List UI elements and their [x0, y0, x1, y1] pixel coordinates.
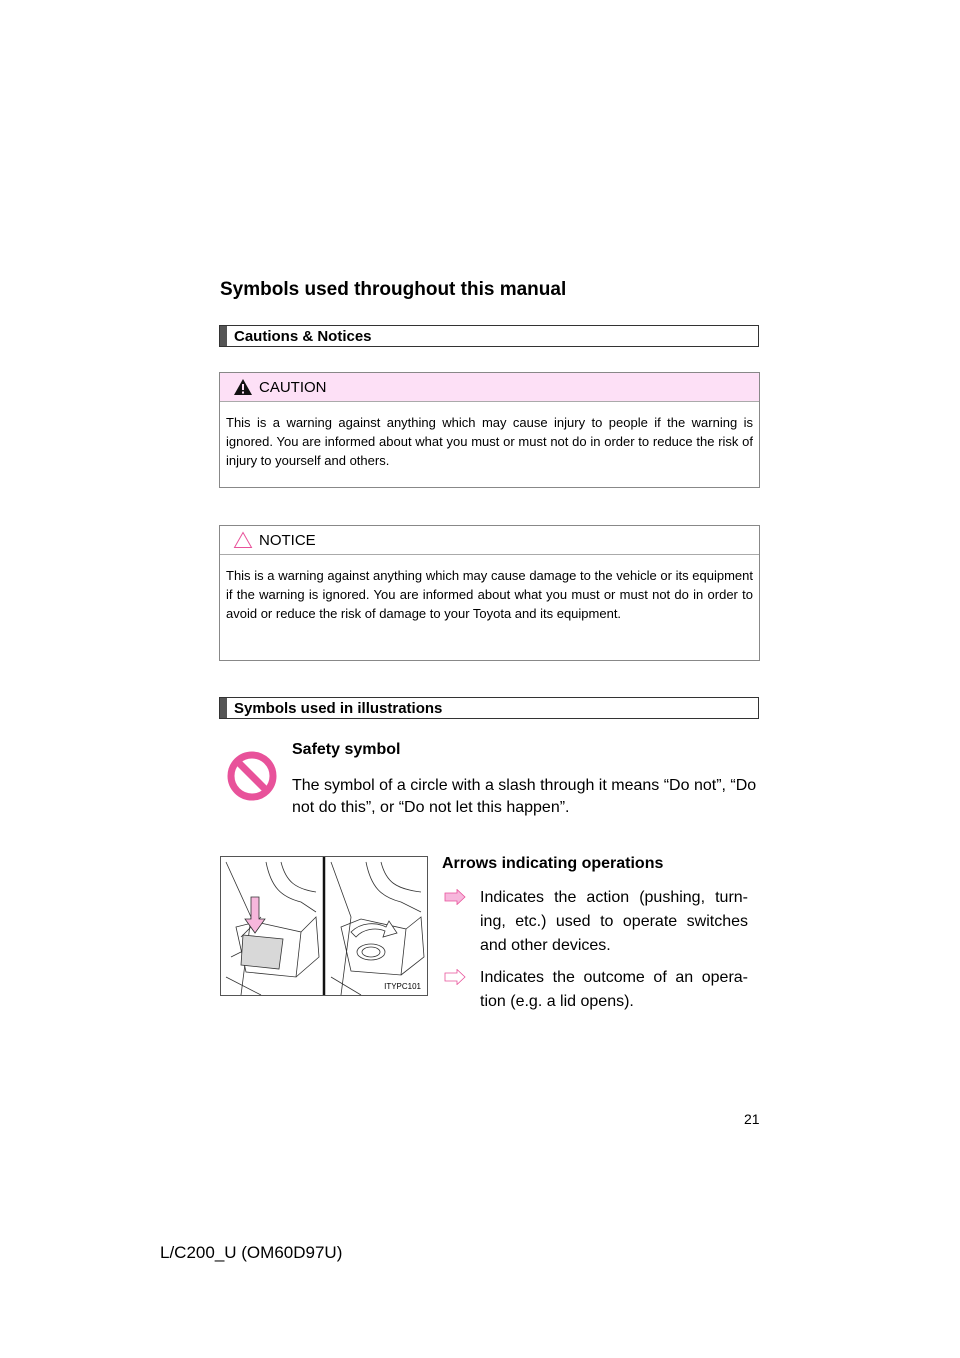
header-bar — [220, 326, 227, 346]
notice-head — [220, 526, 759, 555]
notice-heading: NOTICE — [259, 531, 316, 549]
caution-box — [219, 372, 760, 488]
warning-triangle-icon — [233, 378, 253, 396]
action-arrow-icon — [444, 889, 466, 905]
outcome-arrow-row — [444, 966, 748, 1014]
caution-text: This is a warning against anything which may cause injury to people if the warning is ignored. You are informed about what you must or must not do in order to reduce the risk of injury to yourself and others. — [226, 415, 753, 468]
illustrations-section-label: Symbols used in illustrations — [234, 699, 443, 717]
outcome-arrow-text: Indicates the outcome of an opera-tion (e.g. a lid opens). — [480, 969, 748, 1010]
illustrations-section-header — [219, 697, 759, 719]
console-illustration — [220, 856, 428, 996]
notice-box — [219, 525, 760, 661]
notice-triangle-icon — [233, 531, 253, 549]
caution-head — [220, 373, 759, 402]
safety-symbol-text: The symbol of a circle with a slash through it means “Do not”, “Do not do this”, or “Do not let this happen”. — [292, 777, 757, 816]
action-arrow-text: Indicates the action (pushing, turn-ing, etc.) used to operate switches and other devices. — [480, 889, 748, 954]
push-arrow-icon — [245, 897, 265, 933]
arrows-title: Arrows indicating operations — [442, 855, 664, 872]
footer-code: L/C200_U (OM60D97U) — [160, 1243, 343, 1262]
open-arrow-icon — [351, 921, 397, 937]
safety-symbol-title: Safety symbol — [292, 741, 401, 758]
outcome-arrow-icon — [444, 969, 466, 985]
page-number: 21 — [744, 1111, 760, 1127]
illustration-id: ITYPC101 — [384, 982, 421, 991]
caution-heading: CAUTION — [259, 378, 327, 396]
page-title: Symbols used throughout this manual — [220, 279, 567, 300]
action-arrow-row — [444, 886, 748, 958]
prohibition-icon — [226, 750, 278, 802]
notice-text: This is a warning against anything which may cause damage to the vehicle or its equipment if the warning is ignored. You are informed about what you must or must not do in order to avoid or reduce the risk of damage to your Toyota and its equipment. — [226, 568, 753, 621]
cautions-section-label: Cautions & Notices — [234, 327, 372, 345]
header-bar — [220, 698, 227, 718]
console-drawing — [221, 857, 427, 995]
cautions-section-header — [219, 325, 759, 347]
